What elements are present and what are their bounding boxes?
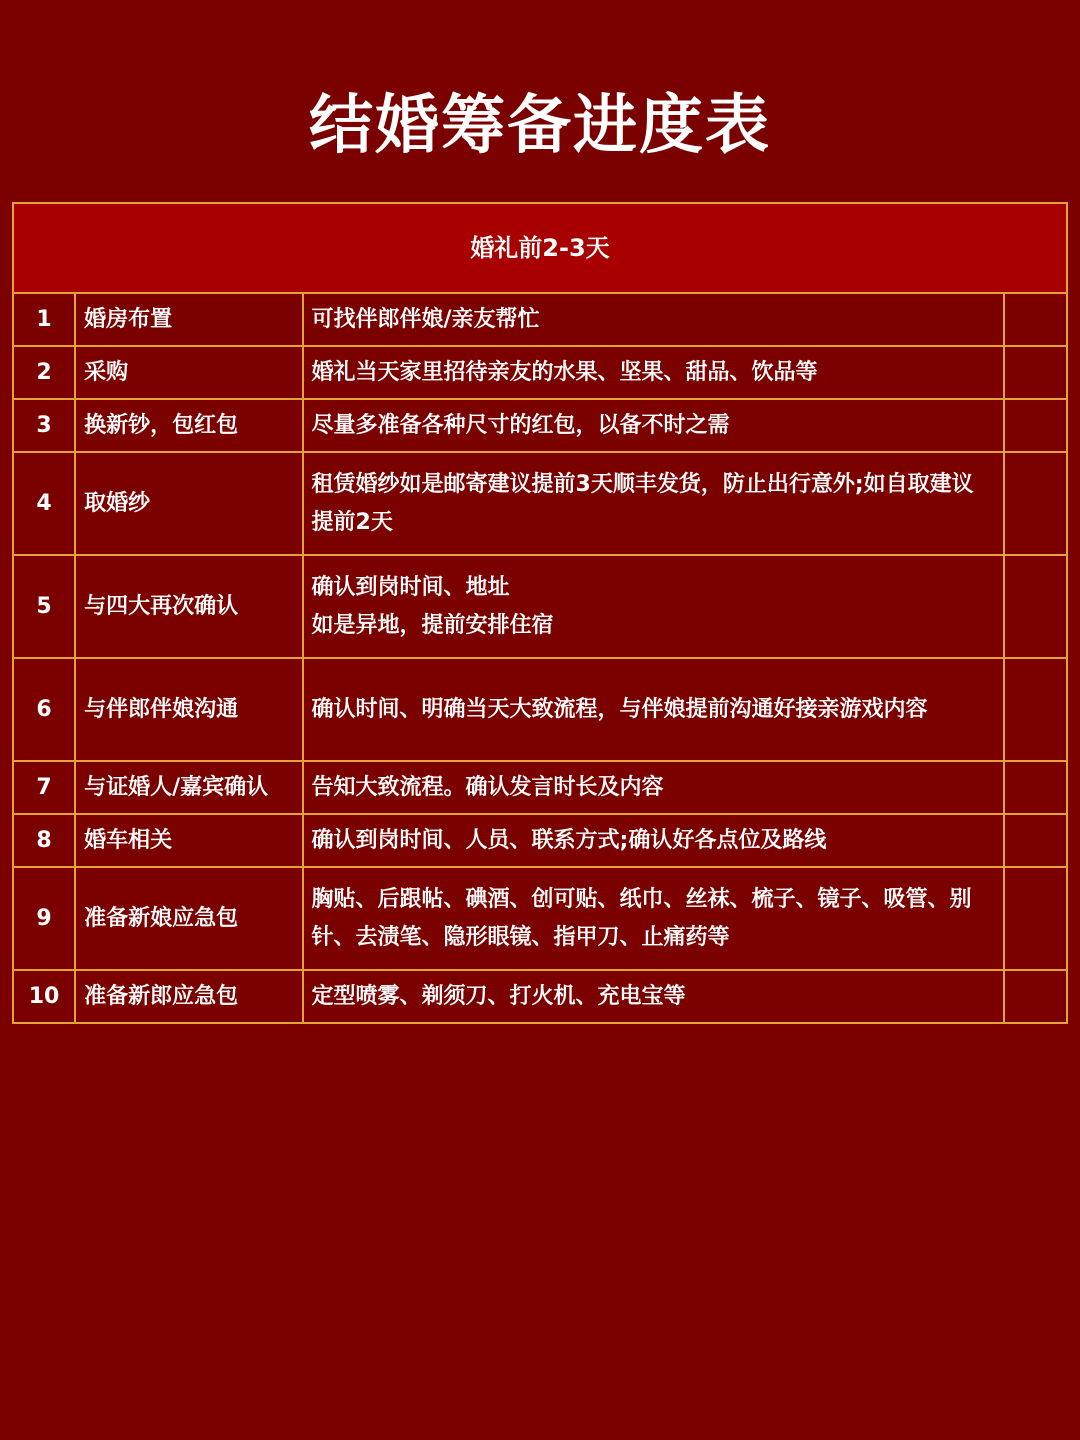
task-name: 采购 (75, 346, 302, 399)
task-name: 准备新娘应急包 (75, 867, 302, 970)
status-cell (1004, 346, 1067, 399)
row-number: 4 (13, 452, 75, 555)
task-detail: 胸贴、后跟帖、碘酒、创可贴、纸巾、丝袜、梳子、镜子、吸管、别针、去渍笔、隐形眼镜、指甲刀、止痛药等 (303, 867, 1004, 970)
table-row (13, 761, 1067, 814)
row-number: 5 (13, 555, 75, 658)
schedule-table-wrapper (12, 202, 1068, 1024)
table-row (13, 293, 1067, 346)
status-cell (1004, 970, 1067, 1023)
status-cell (1004, 761, 1067, 814)
status-cell (1004, 814, 1067, 867)
table-row (13, 555, 1067, 658)
task-detail-line: 确认到岗时间、地址 (311, 574, 510, 600)
task-detail-line: 如是异地，提前安排住宿 (311, 612, 554, 638)
row-number: 8 (13, 814, 75, 867)
task-name: 与四大再次确认 (75, 555, 302, 658)
table-row (13, 814, 1067, 867)
status-cell (1004, 399, 1067, 452)
task-detail: 定型喷雾、剃须刀、打火机、充电宝等 (303, 970, 1004, 1023)
task-name: 与证婚人/嘉宾确认 (75, 761, 302, 814)
task-name: 婚车相关 (75, 814, 302, 867)
row-number: 6 (13, 658, 75, 761)
table-row (13, 867, 1067, 970)
status-cell (1004, 555, 1067, 658)
section-header-row (13, 203, 1067, 293)
status-cell (1004, 452, 1067, 555)
row-number: 2 (13, 346, 75, 399)
task-detail (303, 555, 1004, 658)
task-detail: 确认时间、明确当天大致流程，与伴娘提前沟通好接亲游戏内容 (303, 658, 1004, 761)
schedule-table (12, 202, 1068, 1024)
row-number: 3 (13, 399, 75, 452)
task-detail: 可找伴郎伴娘/亲友帮忙 (303, 293, 1004, 346)
table-row (13, 346, 1067, 399)
status-cell (1004, 293, 1067, 346)
task-detail: 婚礼当天家里招待亲友的水果、坚果、甜品、饮品等 (303, 346, 1004, 399)
status-cell (1004, 658, 1067, 761)
task-name: 取婚纱 (75, 452, 302, 555)
row-number: 1 (13, 293, 75, 346)
table-row (13, 399, 1067, 452)
task-detail: 尽量多准备各种尺寸的红包，以备不时之需 (303, 399, 1004, 452)
row-number: 10 (13, 970, 75, 1023)
table-row (13, 452, 1067, 555)
page-title: 结婚筹备进度表 (309, 89, 771, 163)
task-detail: 告知大致流程。确认发言时长及内容 (303, 761, 1004, 814)
task-name: 婚房布置 (75, 293, 302, 346)
section-header: 婚礼前2-3天 (13, 203, 1067, 293)
row-number: 7 (13, 761, 75, 814)
status-cell (1004, 867, 1067, 970)
table-row (13, 970, 1067, 1023)
task-name: 准备新郎应急包 (75, 970, 302, 1023)
task-name: 换新钞，包红包 (75, 399, 302, 452)
table-row (13, 658, 1067, 761)
row-number: 9 (13, 867, 75, 970)
task-detail: 租赁婚纱如是邮寄建议提前3天顺丰发货，防止出行意外;如自取建议提前2天 (303, 452, 1004, 555)
task-name: 与伴郎伴娘沟通 (75, 658, 302, 761)
task-detail: 确认到岗时间、人员、联系方式;确认好各点位及路线 (303, 814, 1004, 867)
